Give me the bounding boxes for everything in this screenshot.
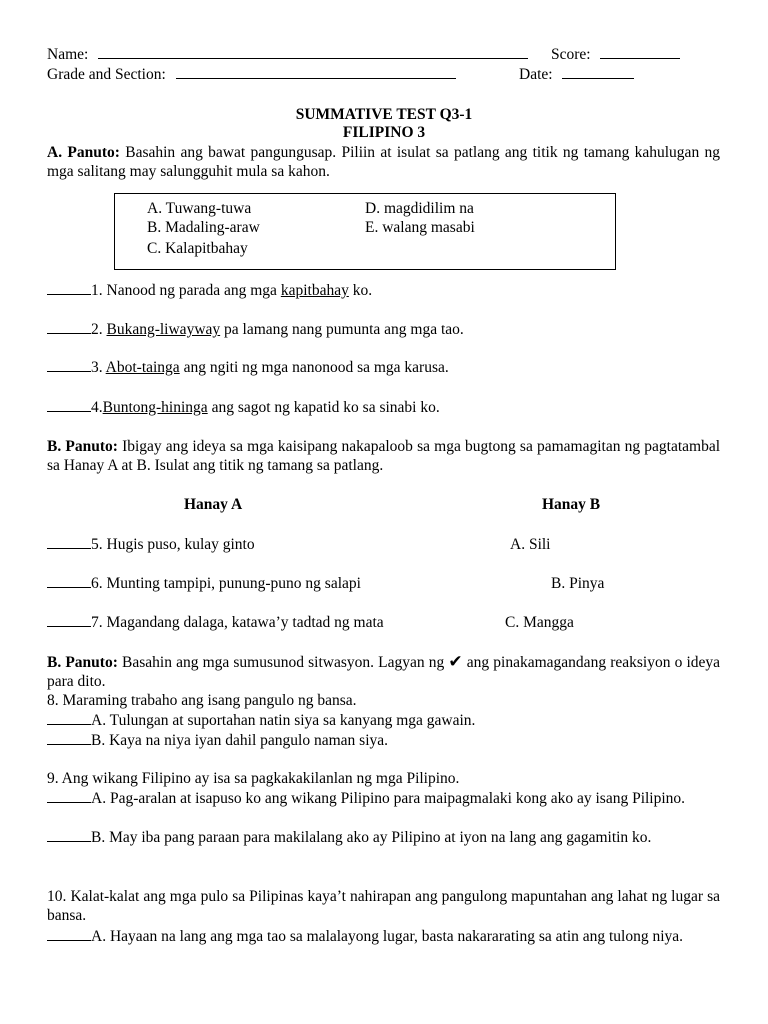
question-7: 7. Magandang dalaga, katawa’y tadtad ng mata <box>47 613 384 632</box>
question-9-option-a: A. Pag-aralan at isapuso ko ang wikang Pilipino para maipagmalaki kong ako ay isang Pilipino. <box>47 789 720 808</box>
answer-blank[interactable] <box>47 927 91 941</box>
column-a-heading: Hanay A <box>184 496 243 513</box>
question-8-option-b: B. Kaya na niya iyan dahil pangulo naman siya. <box>47 731 388 750</box>
choice-a: A. Tuwang-tuwa <box>147 200 252 217</box>
underlined-word: kapitbahay <box>280 282 349 299</box>
section-a-instructions <box>47 143 720 181</box>
choice-b: B. Madaling-araw <box>147 219 260 236</box>
question-3: 3. Abot-tainga ang ngiti ng mga nanonood sa mga karusa. <box>47 358 449 377</box>
option-b: B. Pinya <box>551 575 605 592</box>
choice-d: D. magdidilim na <box>365 200 474 217</box>
section-b1-instructions <box>47 437 720 475</box>
section-b1-label: B. Panuto: <box>47 438 118 455</box>
question-8: 8. Maraming trabaho ang isang pangulo ng bansa. <box>47 692 357 709</box>
answer-blank[interactable] <box>47 731 91 745</box>
answer-blank[interactable] <box>47 711 91 725</box>
name-blank[interactable] <box>98 45 528 59</box>
test-title: SUMMATIVE TEST Q3-1 <box>295 106 473 123</box>
name-row <box>47 45 528 64</box>
question-1: 1. Nanood ng parada ang mga kapitbahay ko. <box>47 281 372 300</box>
date-label: Date: <box>519 66 553 83</box>
score-label: Score: <box>551 46 591 63</box>
date-blank[interactable] <box>562 65 634 79</box>
question-2: 2. Bukang-liwayway pa lamang nang pumunta ang mga tao. <box>47 320 464 339</box>
question-6: 6. Munting tampipi, punung-puno ng salapi <box>47 574 361 593</box>
section-b1-text: Ibigay ang ideya sa mga kaisipang nakapaloob sa mga bugtong sa pamamagitan ng pagtatambal sa Hanay A at B. Isulat ang titik ng tamang sa patlang. <box>47 438 721 474</box>
answer-blank[interactable] <box>47 789 91 803</box>
answer-blank[interactable] <box>47 398 91 412</box>
answer-blank[interactable] <box>47 535 91 549</box>
underlined-word: Abot-tainga <box>105 359 180 376</box>
question-8-option-a: A. Tulungan at suportahan natin siya sa kanyang mga gawain. <box>47 711 475 730</box>
choice-e: E. walang masabi <box>365 219 475 236</box>
underlined-word: Buntong-hininga <box>102 399 208 416</box>
question-9: 9. Ang wikang Filipino ay isa sa pagkakakilanlan ng mga Pilipino. <box>47 770 460 787</box>
section-b2-label: B. Panuto: <box>47 654 118 671</box>
option-c: C. Mangga <box>505 614 574 631</box>
answer-blank[interactable] <box>47 281 91 295</box>
section-a-text: Basahin ang bawat pangungusap. Piliin at isulat sa patlang ang titik ng tamang kahulugan ng mga salitang may salungguhit mula sa kahon. <box>47 144 720 180</box>
test-subtitle: FILIPINO 3 <box>342 124 426 141</box>
section-b2-instructions: B. Panuto: Basahin ang mga sumusunod sitwasyon. Lagyan ng ✔ ang pinakamagandang reaksiyon o ideya para dito. <box>47 652 721 690</box>
question-4: 4.Buntong-hininga ang sagot ng kapatid ko sa sinabi ko. <box>47 398 440 417</box>
question-10-option-a: A. Hayaan na lang ang mga tao sa malalayong lugar, basta nakararating sa atin ang tulong niya. <box>47 927 720 946</box>
answer-blank[interactable] <box>47 320 91 334</box>
section-a-label: A. Panuto: <box>47 144 120 161</box>
column-b-heading: Hanay B <box>542 496 601 513</box>
option-a: A. Sili <box>510 536 551 553</box>
score-blank[interactable] <box>600 45 680 59</box>
checkmark-icon: ✔ <box>448 652 463 672</box>
answer-blank[interactable] <box>47 828 91 842</box>
grade-label: Grade and Section: <box>47 66 166 83</box>
question-10: 10. Kalat-kalat ang mga pulo sa Pilipinas kaya’t nahirapan ang pangulong mapuntahan ang lahat ng lugar sa bansa. <box>47 888 720 924</box>
answer-blank[interactable] <box>47 613 91 627</box>
grade-blank[interactable] <box>176 65 456 79</box>
date-row <box>519 65 634 84</box>
answer-blank[interactable] <box>47 574 91 588</box>
underlined-word: Bukang-liwayway <box>106 321 221 338</box>
question-9-option-b: B. May iba pang paraan para makilalang ako ay Pilipino at iyon na lang ang gagamitin ko. <box>47 828 720 847</box>
choice-c: C. Kalapitbahay <box>147 240 248 257</box>
answer-blank[interactable] <box>47 358 91 372</box>
score-row <box>551 45 680 64</box>
grade-row <box>47 65 456 84</box>
name-label: Name: <box>47 46 89 63</box>
question-5: 5. Hugis puso, kulay ginto <box>47 535 255 554</box>
